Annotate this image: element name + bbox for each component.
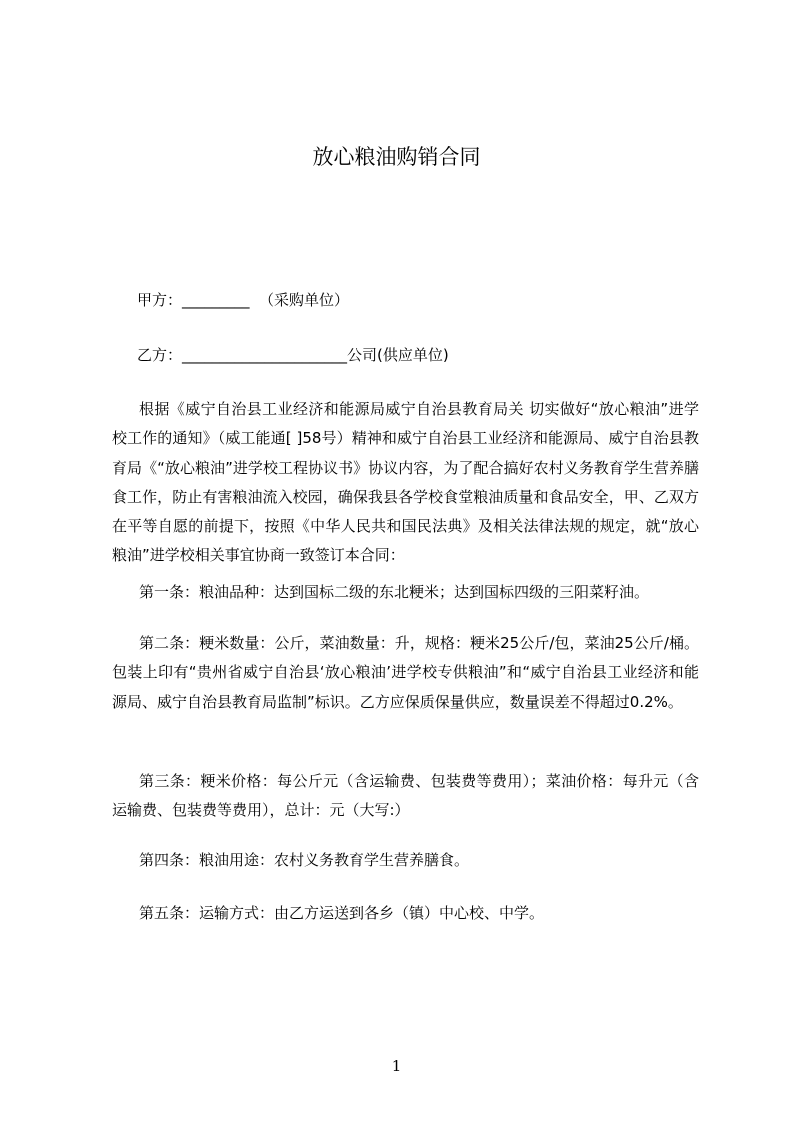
party-a-line: 甲方：_________ （采购单位） [137, 291, 350, 309]
party-b-line: 乙方：______________________公司(供应单位) [137, 346, 449, 364]
preamble-paragraph: 根据《威宁自治县工业经济和能源局威宁自治县教育局关 切实做好“放心粮油”进学校工作的通知》（威工能通[ ]58号）精神和威宁自治县工业经济和能源局、威宁自治县教育局《“放心粮油”进学校工程协议书》协议内容，为了配合搞好农村义务教育学生营养膳食工作，防止有害粮油流入校园，确保我县各学校食堂粮油质量和食品安全，甲、乙双方在平等自愿的前提下，按照《中华人民共和国民法典》及相关法律法规的规定，就“放心粮油”进学校相关事宜协商一致签订本合同： [112, 400, 699, 565]
article-4-paragraph: 第四条：粮油用途：农村义务教育学生营养膳食。 [139, 851, 470, 869]
article-2-paragraph: 第二条：粳米数量：公斤，菜油数量：升，规格：粳米25公斤/包，菜油25公斤/桶。包装上印有“贵州省威宁自治县‘放心粮油’进学校专供粮油”和“威宁自治县工业经济和能源局、威宁自治县教育局监制”标识。乙方应保质保量供应，数量误差不得超过0.2%。 [112, 634, 699, 711]
document-title: 放心粮油购销合同 [312, 145, 481, 169]
article-3-paragraph: 第三条：粳米价格：每公斤元（含运输费、包装费等费用）；菜油价格：每升元（含运输费、包装费等费用），总计：元（大写:） [112, 772, 699, 820]
article-5-paragraph: 第五条：运输方式：由乙方运送到各乡（镇）中心校、中学。 [139, 904, 545, 922]
page-number: 1 [391, 1057, 402, 1075]
article-1-paragraph: 第一条：粮油品种：达到国标二级的东北粳米；达到国标四级的三阳菜籽油。 [139, 583, 650, 601]
